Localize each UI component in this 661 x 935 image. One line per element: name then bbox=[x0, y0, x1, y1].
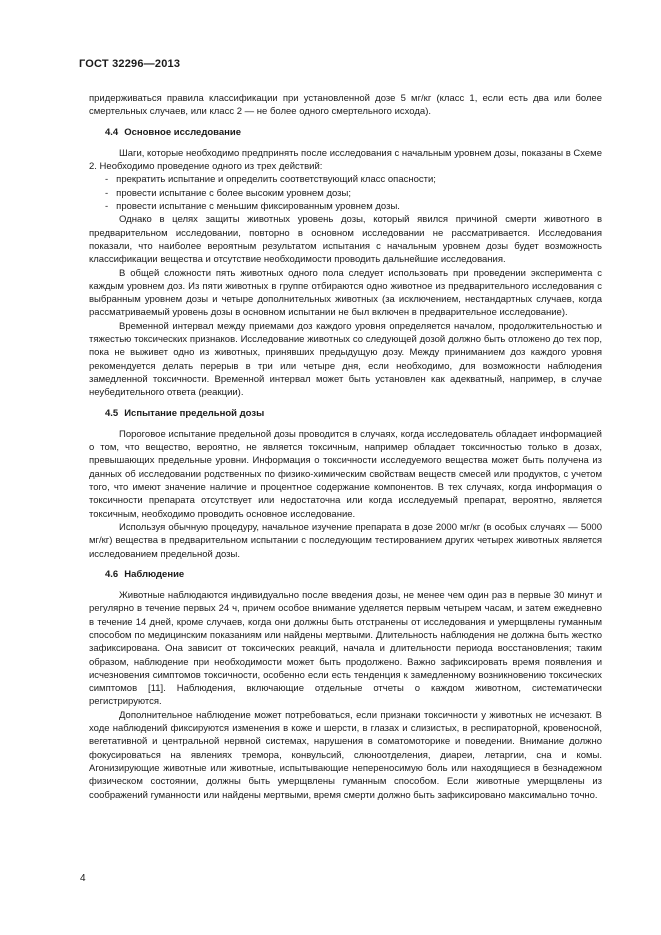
list-item: - провести испытание с меньшим фиксированным уровнем дозы. bbox=[89, 200, 602, 213]
paragraph: Животные наблюдаются индивидуально после введения дозы, не менее чем один раз в первые 30 минут и регулярно в течение первых 24 ч, причем особое внимание уделяется первым четырем часам, и затем ежедневно в течение 14 дней, кроме случаев, когда они должны быть отстранены от исследования и умерщвлены гуманным способом по медицинским показаниям или найдены мертвыми. Длительность наблюдения не должна быть жестко зафиксирована. Она зависит от токсических реакций, начала и длительности периода восстановления; таким образом, наблюдение при необходимости может быть продолжено. Важно зафиксировать время появления и исчезновения симптомов токсичности, особенно если есть тенденция к замедленному возникновению токсических симптомов [11]. Наблюдения, включающие отдельные отчеты о каждом животном, систематически регистрируются. bbox=[89, 590, 602, 708]
document-header-code: ГОСТ 32296—2013 bbox=[79, 58, 181, 70]
action-list bbox=[89, 173, 602, 213]
section-title: Основное исследование bbox=[124, 126, 242, 138]
paragraph: Однако в целях защиты животных уровень дозы, который явился причиной смерти животного в предварительном исследовании, повторно в основном исследовании не рассматривается. Исследования показали, что наиболее вероятным результатом испытания с начальным уровнем дозы будет возможность классификации вещества и отсутствие необходимости проводить дальнейшие исследования. bbox=[89, 214, 602, 266]
list-item: - прекратить испытание и определить соответствующий класс опасности; bbox=[89, 173, 602, 186]
section-number: 4.5 bbox=[105, 407, 119, 419]
paragraph: Дополнительное наблюдение может потребоваться, если признаки токсичности у животных не исчезают. В ходе наблюдений фиксируются изменения в коже и шерсти, в глазах и слизистых, в респираторной, кровеносной, вегетативной и центральной нервной системах, нарушения в соматомоторике и поведении. Внимание должно фокусироваться на явлениях тремора, конвульсий, слюноотделения, диареи, летаргии, сна и комы. Агонизирующие животные или животные, испытывающие непереносимую боль или находящиеся в безнадежном физическом состоянии, должны быть умерщвлены гуманным способом. Если животные умерщвлены из соображений гуманности или найдены мертвыми, время смерти должно быть зафиксировано максимально точно. bbox=[89, 709, 602, 801]
section-4-4-heading bbox=[89, 126, 602, 139]
section-title: Наблюдение bbox=[124, 568, 185, 580]
document-body bbox=[89, 92, 602, 802]
section-4-6-heading bbox=[89, 568, 602, 581]
paragraph: Пороговое испытание предельной дозы проводится в случаях, когда исследователь обладает информацией о том, что вещество, вероятно, не является токсичным, например обладает токсичностью только в дозах, превышающих предельные уровни. Информация о токсичности исследуемого вещества может быть получена из данных об исследовании родственных по физико-химическим свойствам веществ смесей или продуктов, с учетом того, что имеют значение наличие и процентное содержание компонентов. В тех случаях, когда информация о токсичности препарата отсутствует или недостаточна или когда исследуемый препарат, вероятно, является токсичным, необходимо проводить основное исследование. bbox=[89, 428, 602, 520]
section-title: Испытание предельной дозы bbox=[124, 407, 265, 419]
paragraph: Шаги, которые необходимо предпринять после исследования с начальным уровнем дозы, показаны в Схеме 2. Необходимо проведение одного из трех действий: bbox=[89, 147, 602, 173]
list-item: - провести испытание с более высоким уровнем дозы; bbox=[89, 187, 602, 200]
paragraph: Временной интервал между приемами доз каждого уровня определяется началом, продолжительностью и тяжестью токсических признаков. Исследование животных со следующей дозой должно быть отложено до тех пор, пока не выживет одно из животных, принявших предыдущую дозу. Между приниманием доз каждого уровня рекомендуется делать перерыв в три или четыре дня, если необходимо, для возможности наблюдения замедленной токсичности. Временной интервал может быть установлен как адекватный, например, в случае неубедительного ответа (реакции). bbox=[89, 320, 602, 399]
section-number: 4.4 bbox=[105, 126, 119, 138]
paragraph: Используя обычную процедуру, начальное изучение препарата в дозе 2000 мг/кг (в особых случаях — 5000 мг/кг) вещества в предварительном испытании с последующим тестированием других четырех животных является исследованием предельной дозы. bbox=[89, 521, 602, 560]
section-number: 4.6 bbox=[105, 568, 119, 580]
section-4-5-heading bbox=[89, 407, 602, 420]
paragraph: В общей сложности пять животных одного пола следует использовать при проведении эксперимента с каждым уровнем доз. Из пяти животных в группе отбираются одно животное из предварительного исследования с выбранным уровнем дозы и четыре дополнительных животных (за исключением, нестандартных случаев, когда рассматриваемый уровень дозы в основном испытании не был включен в предварительное исследование). bbox=[89, 267, 602, 319]
intro-paragraph: придерживаться правила классификации при установленной дозе 5 мг/кг (класс 1, если есть два или более смертельных случаев, или класс 2 — не более одного смертельного исхода). bbox=[89, 93, 602, 118]
page-number: 4 bbox=[80, 873, 86, 884]
